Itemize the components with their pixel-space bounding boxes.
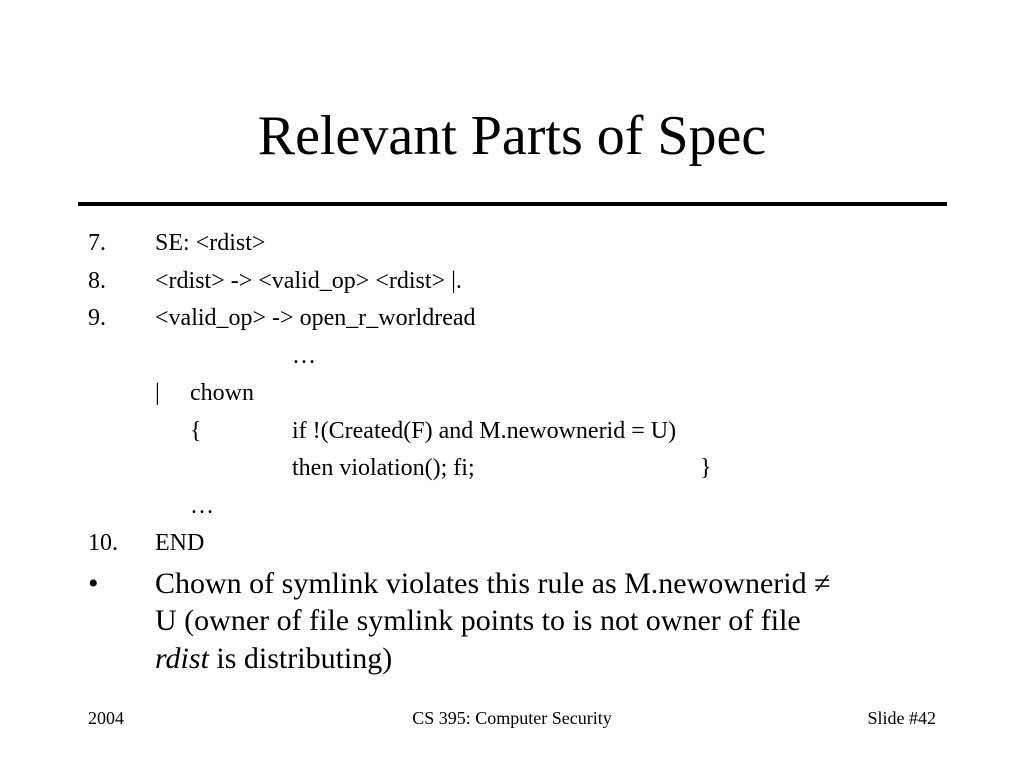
code-open-brace: { [190,418,202,444]
code-close-brace: } [700,455,712,481]
code-chown: chown [190,380,254,406]
bullet-text-line-1: Chown of symlink violates this rule as M.newownerid ≠ [155,567,831,600]
footer-course: CS 395: Computer Security [412,708,612,728]
item-text-9: <valid_op> -> open_r_worldread [155,305,476,331]
bullet-symbol: • [88,567,99,600]
slide-title: Relevant Parts of Spec [257,105,767,167]
item-number-9: 9. [88,305,106,331]
footer-year: 2004 [88,708,124,728]
item-number-7: 7. [88,230,106,256]
item-text-10: END [155,530,205,556]
code-ellipsis-1: … [292,343,316,369]
code-if-clause: if !(Created(F) and M.newownerid = U) [292,418,677,444]
code-bar: | [155,380,160,406]
item-number-10: 10. [88,530,118,556]
bullet-line-3-rest: is distributing) [208,642,393,675]
title-divider [78,202,947,206]
bullet-italic-rdist: rdist [155,642,209,675]
item-text-8: <rdist> -> <valid_op> <rdist> |. [155,268,462,294]
item-number-8: 8. [88,268,106,294]
footer-slide-number: Slide #42 [867,708,936,728]
bullet-text-line-2: U (owner of file symlink points to is not owner of file [155,604,801,637]
code-then-clause: then violation(); fi; [292,455,475,481]
bullet-text-line-3 [155,641,392,677]
code-ellipsis-2: … [190,493,214,519]
item-text-7: SE: <rdist> [155,230,266,256]
